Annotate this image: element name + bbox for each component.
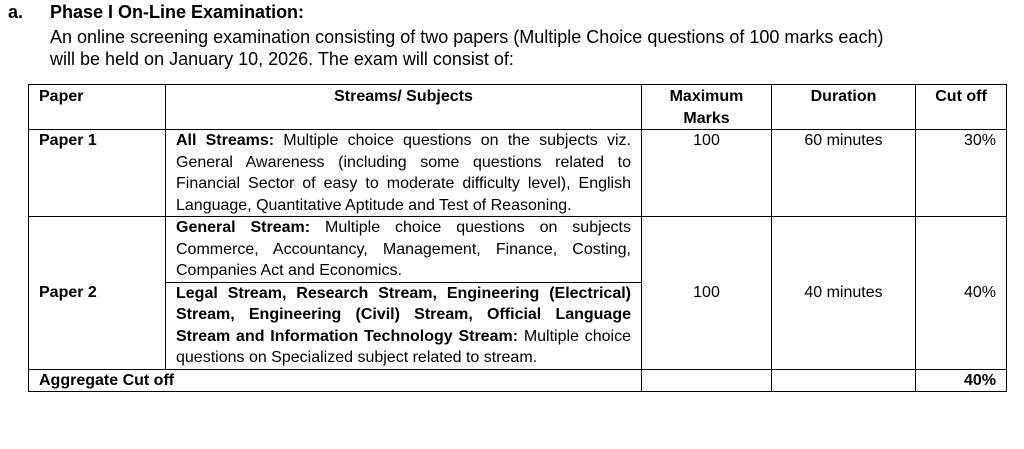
aggregate-cutoff-label: Aggregate Cut off — [29, 369, 642, 392]
intro-line-1: An online screening examination consisting of two papers (Multiple Choice questions of 100 marks each) — [50, 27, 884, 47]
paper-2-general-label: General Stream: — [176, 219, 311, 236]
paper-2-cutoff: 40% — [916, 217, 1007, 370]
paper-1-subjects — [166, 130, 642, 217]
header-cut-off: Cut off — [916, 85, 1007, 130]
exam-structure-table — [28, 84, 1007, 392]
table-row — [29, 369, 1007, 392]
paper-2-general-subjects — [166, 217, 642, 283]
paper-1-stream-text: Multiple choice questions on the subjects viz. General Awareness (including some questions related to Financial Sector of easy to moderate difficulty level), English Language, Quantitative Aptitude and Test of Reasoning. — [176, 132, 631, 214]
table-row — [29, 130, 1007, 217]
aggregate-marks-empty — [642, 369, 772, 392]
section-letter: a. — [8, 2, 24, 22]
header-maximum-marks-line1: Maximum — [669, 88, 744, 105]
section-title: Phase I On-Line Examination: — [50, 2, 305, 22]
paper-2-specialized-label: Legal Stream, Research Stream, Engineering (Electrical) Stream, Engineering (Civil) Stream, Official Language Stream and Information Technology Stream: — [176, 284, 631, 345]
paper-2-general-text: Multiple choice questions on subjects Commerce, Accountancy, Management, Finance, Costing, Companies Act and Economics. — [176, 219, 632, 279]
paper-2-marks: 100 — [642, 217, 772, 370]
paper-1-cutoff: 30% — [916, 130, 1007, 217]
paper-1-stream-label: All Streams: — [176, 132, 275, 149]
header-duration: Duration — [772, 85, 916, 130]
table-header-row — [29, 85, 1007, 130]
paper-1-name: Paper 1 — [29, 130, 166, 217]
paper-1-marks: 100 — [642, 130, 772, 217]
aggregate-duration-empty — [772, 369, 916, 392]
header-maximum-marks-line2: Marks — [683, 109, 730, 127]
paper-2-name: Paper 2 — [29, 217, 166, 370]
paper-1-duration: 60 minutes — [772, 130, 916, 217]
section-intro — [50, 26, 1018, 70]
section-heading — [8, 2, 304, 23]
header-paper: Paper — [29, 85, 166, 130]
paper-2-specialized-text: Multiple choice questions on Specialized subject related to stream. — [176, 327, 631, 366]
intro-line-2: will be held on January 10, 2026. The exam will consist of: — [50, 49, 514, 69]
paper-2-duration: 40 minutes — [772, 217, 916, 370]
paper-2-specialized-subjects — [166, 282, 642, 369]
aggregate-cutoff-value: 40% — [916, 369, 1007, 392]
header-maximum-marks — [642, 85, 772, 130]
header-streams-subjects: Streams/ Subjects — [166, 85, 642, 130]
table-row — [29, 217, 1007, 283]
